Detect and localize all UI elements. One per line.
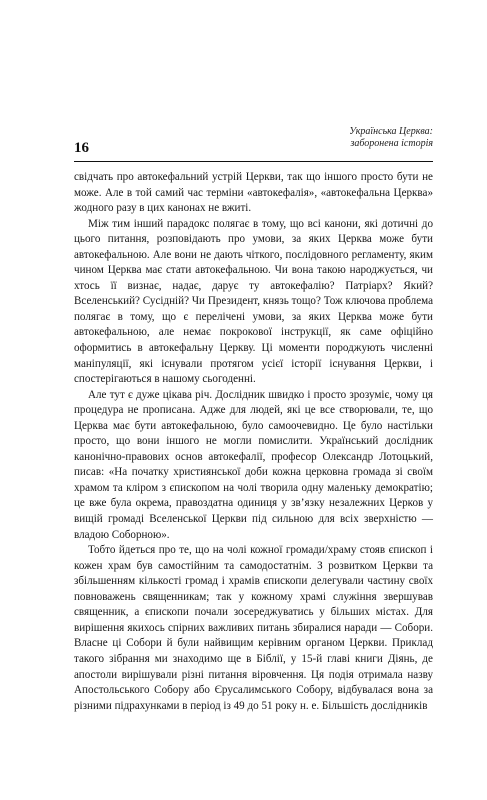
paragraph: свідчать про автокефальний устрій Церкви, так що іншого просто бути не може. Але в той самий час терміни «автокефалія», «автокефальна Церква» жодного разу в цих канонах не вжиті.	[74, 171, 433, 215]
body-text	[74, 170, 433, 714]
paragraph: Але тут є дуже цікава річ. Дослідник швидко і просто зрозуміє, чому ця процедура не прописана. Адже для людей, які це все створювали, те, що Церква має бути автокефальною, було самоочевидно. Це було настільки просто, що вони іншого не могли помислити. Український дослідник канонічно-правових основ автокефалії, професор Олександр Лотоцький, писав: «На початку християнської доби кожна церковна громада зі своїм храмом та кліром з єпископом на чолі творила одну маленьку демократію; це вже була окрема, правоздатна одиниця у зв’язку незалежних Церков у вищій громаді Вселенської Церкви під сильною для всіх зверхністю — владою Соборною».	[74, 388, 433, 541]
paragraph: Тобто йдеться про те, що на чолі кожної громади/храму стояв єпископ і кожен храм був самостійним та самодостатнім. З розвитком Церкви та збільшенням кількості громад і храмів єпископи делегували частину своїх повноважень священникам; так у кожному храмі служіння звершував священник, а єпископи почали зосереджуватись у більших містах. Для вирішення якихось спірних важливих питань збиралися наради — Собори. Власне ці Собори й були найвищим керівним органом Церкви. Приклад такого зібрання ми знаходимо ще в Біблії, у 15-й главі книги Діянь, де апостоли вирішували різні питання віровчення. Ця подія отримала назву Апостольського Собору або Єрусалимського Собору, відбувалася вона за різними підрахунками в період із 49 до 51 року н. е. Більшість дослідників	[74, 544, 433, 712]
running-head-line-2: заборонена історія	[350, 138, 433, 149]
paragraph: Між тим інший парадокс полягає в тому, що всі канони, які дотичні до цього питання, розповідають про умови, за яких Церква може бути автокефальною. Але вони не дають чіткого, послідовного регламенту, яким чином Церква має стати автокефальною. Чи вона такою народжується, чи хтось її визнає, надає, дарує ту автокефалію? Патріарх? Який? Вселенський? Сусідній? Чи Президент, князь тощо? Тож ключова проблема полягає в тому, що є перелічені умови, за яких Церква може бути автокефальною, але немає покрокової інструкції, як саме офіційно оформитись в автокефальну Церкву. Ці моменти породжують численні маніпуляції, які існували протягом усієї історії існування Церкви, і спостерігаються в нашому сьогоденні.	[74, 217, 433, 386]
page-header	[74, 126, 433, 162]
running-head	[349, 126, 433, 150]
page-number: 16	[74, 140, 89, 156]
running-head-line-1: Українська Церква:	[349, 126, 433, 137]
header-rule	[74, 161, 433, 162]
